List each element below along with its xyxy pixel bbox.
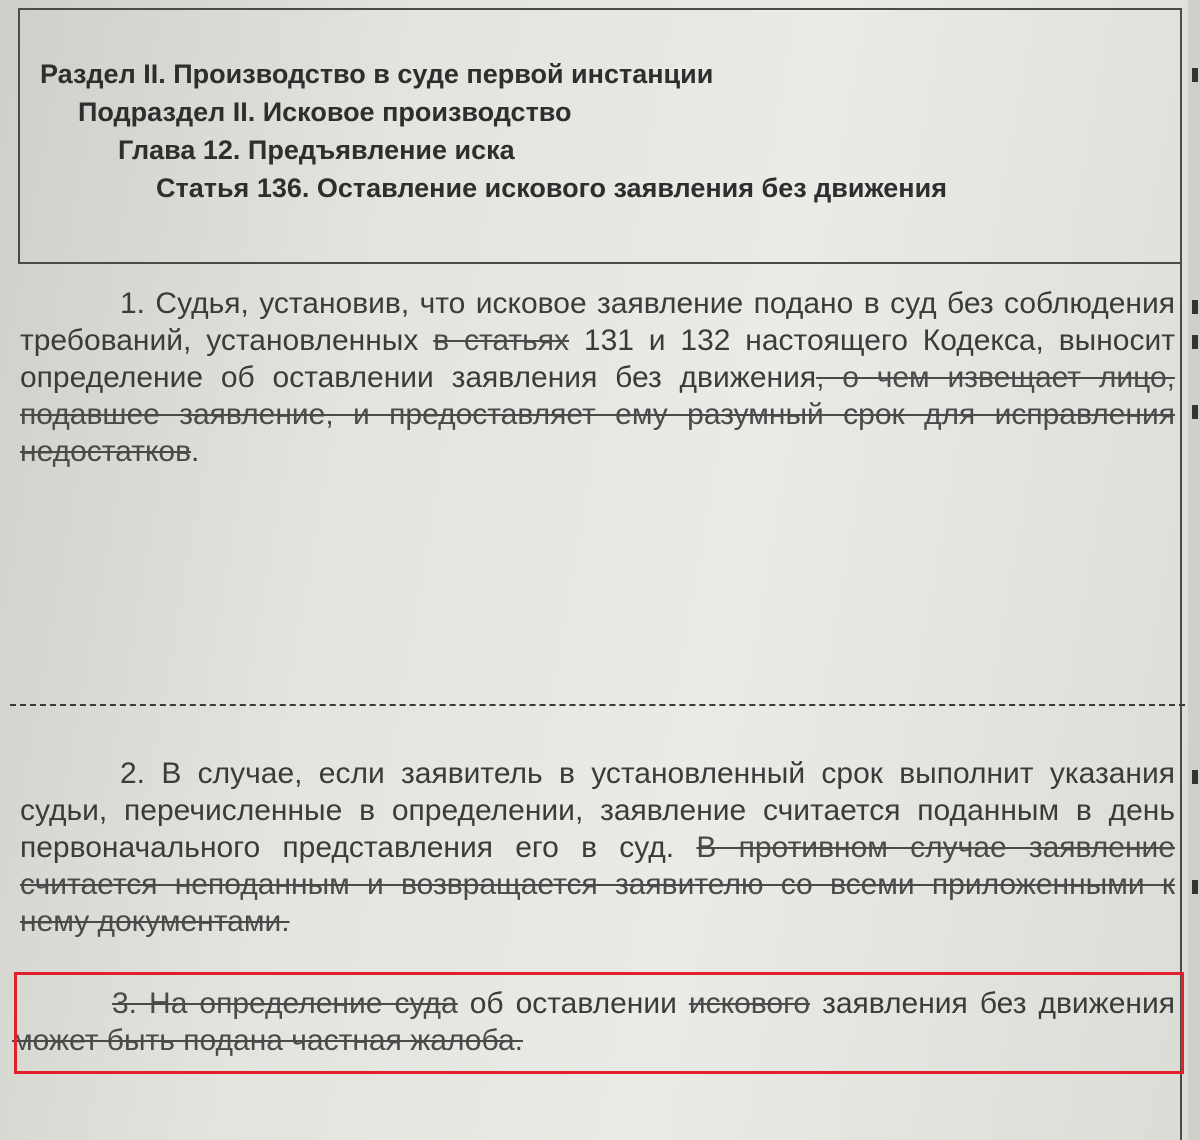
edge-mark bbox=[1192, 68, 1198, 82]
paragraph-3-segment: заявления без движения bbox=[810, 987, 1175, 1020]
heading-block bbox=[40, 55, 1160, 207]
edge-mark bbox=[1192, 770, 1198, 784]
paragraph-3-struck-segment: может быть подана частная жалоба. bbox=[12, 1024, 523, 1057]
paragraph-1-struck-segment: , о чем извещает лицо, подавшее заявление, и предоставляет ему разумный срок для исправления недостатков bbox=[20, 361, 1175, 468]
edge-mark bbox=[1192, 405, 1198, 419]
table-border-heading-bottom bbox=[18, 262, 1182, 264]
table-border-left bbox=[18, 8, 20, 264]
red-highlight-box bbox=[14, 972, 1184, 1074]
paragraph-1-struck-segment: в статьях bbox=[433, 324, 570, 357]
paragraph-3-struck-segment: искового bbox=[688, 987, 811, 1020]
paragraph-1 bbox=[20, 285, 1175, 470]
dashed-divider bbox=[10, 704, 1185, 706]
paragraph-3-segment: об оставлении bbox=[457, 987, 689, 1020]
paragraph-1-segment: . bbox=[191, 435, 200, 468]
section-title: Раздел II. Производство в суде первой инстанции bbox=[40, 59, 714, 89]
paragraph-3-struck-segment: 3. На определение суда bbox=[112, 987, 458, 1020]
edge-mark bbox=[1192, 300, 1198, 314]
paragraph-2 bbox=[20, 755, 1175, 940]
paragraph-1-segment: 1. Судья, установив, что исковое заявление подано в суд без соблюдения требований, установленных bbox=[20, 287, 1175, 357]
paragraph-1-segment: 131 и 132 настоящего Кодекса, выносит определение об оставлении заявления без движения bbox=[20, 324, 1175, 394]
subsection-title: Подраздел II. Исковое производство bbox=[78, 97, 572, 127]
paragraph-2-struck-segment: В противном случае заявление считается неподанным и возвращается заявителю со всеми приложенными к нему документами. bbox=[20, 831, 1175, 938]
paragraph-2-segment: 2. В случае, если заявитель в установленный срок выполнит указания судьи, перечисленные в определении, заявление считается поданным в день первоначального представления его в суд. bbox=[20, 757, 1175, 864]
right-page-edge bbox=[1188, 0, 1200, 1140]
edge-mark bbox=[1192, 335, 1198, 349]
article-title: Статья 136. Оставление искового заявления без движения bbox=[156, 173, 947, 203]
table-border-right bbox=[1180, 8, 1182, 1140]
table-border-top bbox=[20, 8, 1180, 10]
edge-mark bbox=[1192, 880, 1198, 894]
chapter-title: Глава 12. Предъявление иска bbox=[118, 135, 515, 165]
